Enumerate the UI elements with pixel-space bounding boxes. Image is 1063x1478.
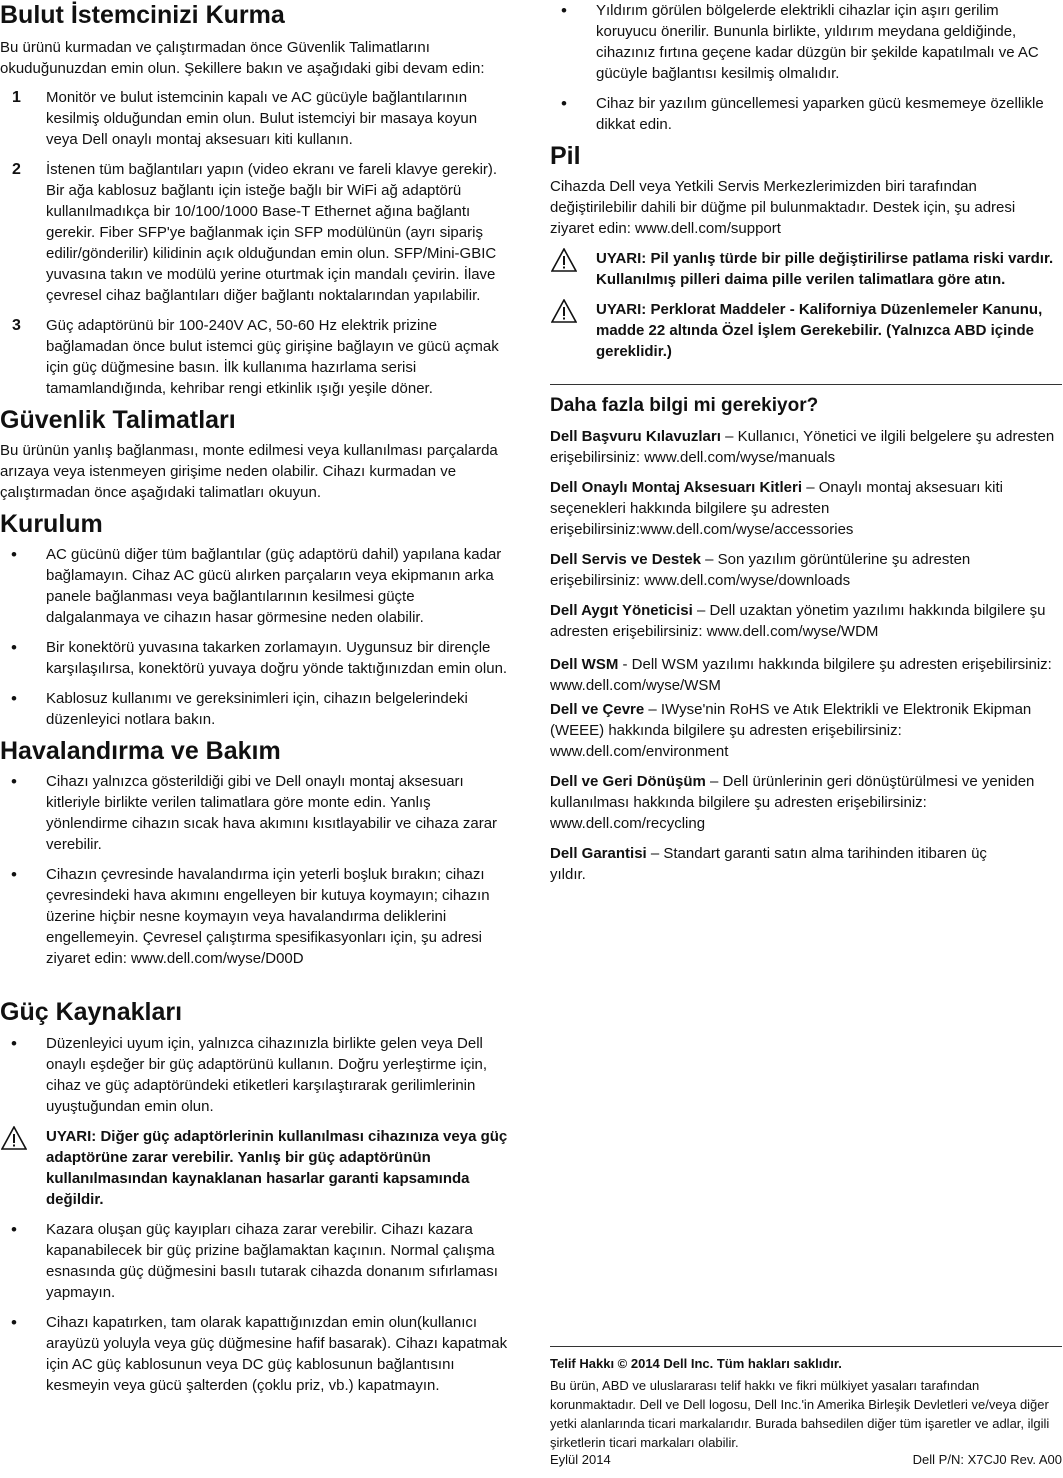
vent-item-text: Cihazın çevresinde havalandırma için yeterli boşluk bırakın; cihazı çevresindeki hava akımını engelleyen bir kutuya koymayın; cihazın üzerine hiçbir nesne koymayın veya havalandırma deliklerini engellemeyin. Çevresel çalıştırma spesifikasyonları için, şu adresi ziyaret edin: www.dell.com/wyse/D00D: [46, 866, 490, 967]
list-item: [0, 1219, 512, 1303]
more-info-list: [550, 426, 1062, 885]
info-item-text: - Dell WSM yazılımı hakkında bilgilere şu adresten erişebilirsiniz: www.dell.com/wyse/WSM: [550, 656, 1052, 694]
info-item: [550, 426, 1062, 468]
bullet-icon: •: [11, 545, 17, 564]
list-item: [0, 159, 512, 306]
info-item: [550, 477, 1062, 540]
info-item-title: Dell Aygıt Yöneticisi: [550, 602, 693, 619]
list-item: [0, 771, 512, 855]
bullet-icon: •: [11, 1313, 17, 1332]
copyright-text: Bu ürün, ABD ve uluslararası telif hakkı ve fikri mülkiyet yasaları tarafından korunmaktadır. Dell ve Dell logosu, Dell Inc.'in Amerika Birleşik Devletleri ve/veya diğer yetki alanlarında ticari markalarıdır. Burada bahsedilen diğer tüm işaretler ve adlar, ilgili şirketlerin ticari markaları olabilir.: [550, 1378, 1050, 1450]
info-item: [550, 843, 990, 885]
install-heading: Kurulum: [0, 510, 103, 538]
copyright-block: [550, 1346, 1062, 1468]
list-item: [0, 1312, 512, 1396]
info-item-title: Dell WSM: [550, 656, 619, 673]
battery-warning-2: [550, 299, 1062, 362]
info-item: [550, 699, 1062, 762]
bullet-icon: •: [561, 94, 567, 113]
info-item-title: Dell ve Geri Dönüşüm: [550, 773, 706, 790]
power-warning: [0, 1126, 512, 1210]
warning-label: UYARI:: [596, 250, 647, 267]
left-column: [0, 0, 512, 1396]
step-text: Monitör ve bulut istemcinin kapalı ve AC gücüyle bağlantılarının kesilmiş olduğundan emin olun. Bulut istemciyi bir masaya koyun veya Dell onaylı montaj aksesuarı kiti kullanın.: [46, 89, 478, 148]
battery-warning-1: [550, 248, 1062, 290]
safety-heading: Güvenlik Talimatları: [0, 406, 236, 434]
warning-icon: [551, 299, 577, 329]
bullet-icon: •: [11, 1034, 17, 1053]
setup-steps: [0, 87, 512, 399]
info-item-title: Dell ve Çevre: [550, 701, 645, 718]
list-item: [0, 544, 512, 628]
info-item-title: Dell Başvuru Kılavuzları: [550, 428, 721, 445]
list-item: [0, 87, 512, 150]
part-number: Dell P/N: X7CJ0 Rev. A00: [912, 1452, 1062, 1467]
bullet-icon: •: [561, 1, 567, 20]
safety-text: Bu ürünün yanlış bağlanması, monte edilmesi veya kullanılması parçalarda arızaya veya istenmeyen girişime neden olabilir. Cihazı kurmadan ve çalıştırmadan önce aşağıdaki talimatları okuyun.: [0, 442, 498, 501]
power-item-text: Cihazı kapatırken, tam olarak kapattığınızdan emin olun(kullanıcı arayüzü yoluyla veya güç düğmesine hafif basarak). Cihazı kapatmak için AC güç kablosunun veya DC güç kablosunun bağlantısını kesmeyin veya gücü şalterden (çoklu priz, vb.) kapatmayın.: [46, 1314, 508, 1394]
warning-text: Perklorat Maddeler - Kaliforniya Düzenlemeler Kanunu, madde 22 altında Özel İşlem Gerekebilir. (Yalnızca ABD içinde gereklidir.): [596, 301, 1043, 360]
install-item-text: Kablosuz kullanımı ve gereksinimleri için, cihazın belgelerindeki düzenleyici notlara bakın.: [46, 690, 468, 728]
info-item: [550, 549, 1062, 591]
battery-text: Cihazda Dell veya Yetkili Servis Merkezlerimizden biri tarafından değiştirilebilir dahili bir düğme pil bulunmaktadır. Destek için, şu adresi ziyaret edin: www.dell.com/support: [550, 178, 1016, 237]
power-heading: Güç Kaynakları: [0, 998, 183, 1026]
publish-date: Eylül 2014: [550, 1452, 611, 1467]
right-column: [550, 0, 1062, 1478]
warning-label: UYARI:: [46, 1128, 97, 1145]
bullet-icon: •: [11, 772, 17, 791]
bullet-icon: •: [11, 865, 17, 884]
footer-row: [550, 1452, 1062, 1468]
bullet-icon: •: [11, 689, 17, 708]
warning-text: Diğer güç adaptörlerinin kullanılması cihazınıza veya güç adaptörüne zarar verebilir. Yanlış bir güç adaptörünün kullanılmasından kaynaklanan hasarlar garanti kapsamında değildir.: [46, 1128, 508, 1208]
power-item-text: Cihaz bir yazılım güncellemesi yaparken gücü kesmemeye özellikle dikkat edin.: [596, 95, 1044, 133]
info-item-text: – Son yazılım görüntülerine şu adresten erişebilirsiniz: www.dell.com/wyse/downloads: [550, 551, 971, 589]
info-item-text: – Standart garanti satın alma tarihinden itibaren üç yıldır.: [550, 845, 987, 883]
step-number: 1: [12, 89, 21, 106]
power-item-text: Kazara oluşan güç kayıpları cihaza zarar verebilir. Cihazı kazara kapanabilecek bir güç prizine bağlamaktan kaçının. Normal çalışma esnasında güç düğmesini basılı tutarak cihazda donanım sıfırlaması yapmayın.: [46, 1221, 498, 1301]
vent-heading: Havalandırma ve Bakım: [0, 737, 281, 765]
info-item: [550, 771, 1062, 834]
list-item: [550, 0, 1062, 84]
step-number: 3: [12, 317, 21, 334]
copyright-title: Telif Hakkı © 2014 Dell Inc. Tüm hakları saklıdır.: [550, 1356, 842, 1371]
divider: [550, 1346, 1062, 1347]
power-item-text: Düzenleyici uyum için, yalnızca cihazınızla birlikte gelen veya Dell onaylı eşdeğer bir güç adaptörünü kullanın. Doğru yerleştirme için, cihaz ve güç adaptöründeki etiketleri karşılaştırarak gerilimlerinin uyuştuğundan emin olun.: [46, 1035, 488, 1115]
vent-list: [0, 771, 512, 969]
power-list-continued: [550, 0, 1062, 135]
battery-heading: Pil: [550, 142, 581, 170]
setup-intro: Bu ürünü kurmadan ve çalıştırmadan önce Güvenlik Talimatlarını okuduğunuzdan emin olun. Şekillere bakın ve aşağıdaki gibi devam edin:: [0, 39, 485, 77]
step-text: İstenen tüm bağlantıları yapın (video ekranı ve fareli klavye gerekir). Bir ağa kablosuz bağlantı için isteğe bağlı bir WiFi ağ adaptörü kullanılmadıkça bir 10/100/1000 Base-T Ethernet ağına bağlantı gerekir. Fiber SFP'ye bağlanmak için SFP modülünün (ayrı sipariş edilir/gönderilir) kilidinin açık olduğundan emin olun. SFP/Mini-GBIC yuvasına takın ve modülü yerine oturtmak için mandalı çevirin. İlave çevresel cihaz bağlantıları diğer bağlantı noktalarından yapılabilir.: [46, 161, 498, 304]
install-list: [0, 544, 512, 730]
divider: [550, 384, 1062, 385]
list-item: [0, 1033, 512, 1117]
power-list-rest: [0, 1219, 512, 1396]
more-info-heading: Daha fazla bilgi mi gerekiyor?: [550, 395, 819, 416]
warning-icon: [551, 248, 577, 278]
warning-icon: [1, 1126, 27, 1156]
vent-item-text: Cihazı yalnızca gösterildiği gibi ve Dell onaylı montaj aksesuarı kitleriyle birlikte verilen talimatlara göre monte edin. Yanlış yönlendirme cihazın sıcak hava akımını kısıtlayabilir ve cihaza zarar verebilir.: [46, 773, 498, 853]
info-item-title: Dell Garantisi: [550, 845, 647, 862]
list-item: [0, 637, 512, 679]
info-item-text: – IWyse'nin RoHS ve Atık Elektrikli ve Elektronik Ekipman (WEEE) hakkında bilgilere şu adresten erişebilirsiniz: www.dell.com/environment: [550, 701, 1032, 760]
info-item: [550, 654, 1062, 696]
list-item: [0, 688, 512, 730]
install-item-text: AC gücünü diğer tüm bağlantılar (güç adaptörü dahil) yapılana kadar bağlamayın. Cihaz AC gücü alırken parçaların veya ekipmanın arka panele bağlanması veya bağlantılarının kesilmesi güçte dalgalanmaya ve cihazın hasar görmesine neden olabilir.: [46, 546, 502, 626]
list-item: [0, 315, 512, 399]
info-item-title: Dell Onaylı Montaj Aksesuarı Kitleri: [550, 479, 803, 496]
warning-label: UYARI:: [596, 301, 647, 318]
info-item-text: – Kullanıcı, Yönetici ve ilgili belgelere şu adresten erişebilirsiniz: www.dell.com/wyse/manuals: [550, 428, 1055, 466]
power-list: [0, 1033, 512, 1117]
info-item-text: – Dell ürünlerinin geri dönüştürülmesi ve yeniden kullanılması hakkında bilgilere şu adresten erişebilirsiniz: www.dell.com/recycling: [550, 773, 1035, 832]
step-number: 2: [12, 161, 21, 178]
bullet-icon: •: [11, 638, 17, 657]
info-item-text: – Dell uzaktan yönetim yazılımı hakkında bilgilere şu adresten erişebilirsiniz: www.dell.com/wyse/WDM: [550, 602, 1046, 640]
setup-title: Bulut İstemcinizi Kurma: [0, 1, 285, 29]
info-item-text: – Onaylı montaj aksesuarı kiti seçenekleri hakkında bilgilere şu adresten erişebilirsiniz:www.dell.com/wyse/accessories: [550, 479, 1003, 538]
step-text: Güç adaptörünü bir 100-240V AC, 50-60 Hz elektrik prizine bağlamadan önce bulut istemci güç girişine bağlayın ve gücü açmak için güç düğmesine basın. İlk kullanıma hazırlama serisi tamamlandığında, kehribar rengi etkinlik ışığı yeşile döner.: [46, 317, 499, 397]
install-item-text: Bir konektörü yuvasına takarken zorlamayın. Uygunsuz bir dirençle karşılaşılırsa, konektörü yuvaya doğru yönde taktığınızdan emin olun.: [46, 639, 508, 677]
bullet-icon: •: [11, 1220, 17, 1239]
warning-text: Pil yanlış türde bir pille değiştirilirse patlama riski vardır. Kullanılmış pilleri daima pille verilen talimatlara göre atın.: [596, 250, 1054, 288]
list-item: [550, 93, 1062, 135]
power-item-text: Yıldırım görülen bölgelerde elektrikli cihazlar için aşırı gerilim koruyucu önerilir. Bununla birlikte, yıldırım meydana geldiğinde, cihazınız fırtına geçene kadar düzgün bir şekilde kapatılmalı ve AC gücüyle bağlantısı kesilmiş olmalıdır.: [596, 2, 1039, 82]
info-item-title: Dell Servis ve Destek: [550, 551, 701, 568]
list-item: [0, 864, 512, 969]
info-item: [550, 600, 1062, 642]
